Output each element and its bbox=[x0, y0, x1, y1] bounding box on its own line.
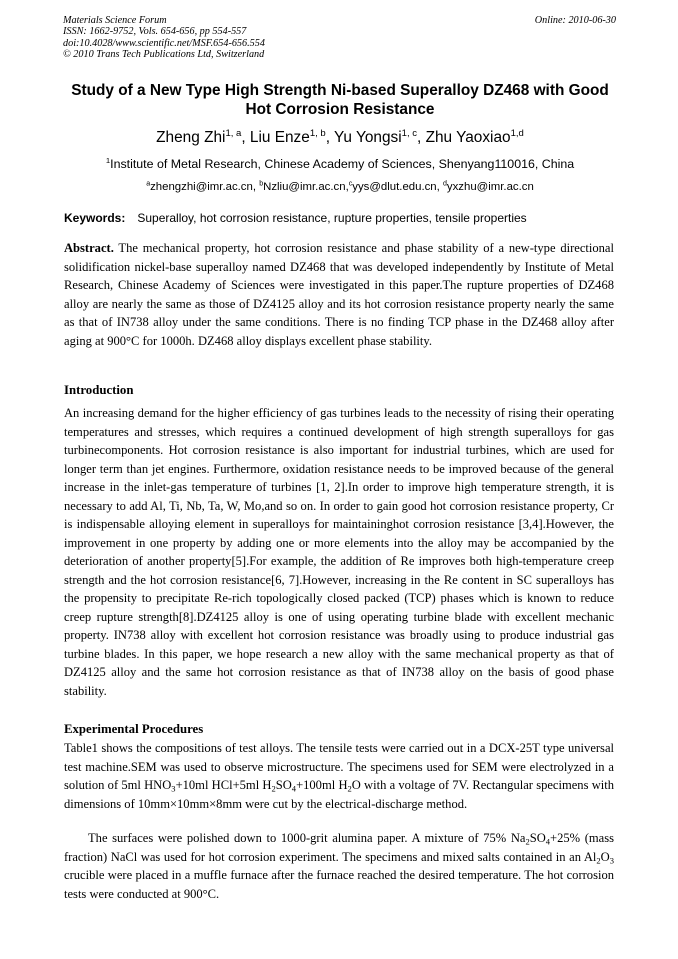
introduction-heading: Introduction bbox=[64, 383, 134, 397]
doi-line: doi:10.4028/www.scientific.net/MSF.654-656.554 bbox=[63, 37, 265, 49]
affiliation-text: Institute of Metal Research, Chinese Academy of Sciences, Shenyang110016, China bbox=[110, 157, 575, 171]
author-name: Zheng Zhi bbox=[156, 129, 226, 146]
text-run: O bbox=[600, 849, 610, 864]
keywords-text: Superalloy, hot corrosion resistance, rupture properties, tensile properties bbox=[137, 211, 527, 225]
author-affil-mark: 1, c bbox=[401, 128, 418, 140]
text-run: crucible were placed in a muffle furnace after the furnace reached the desired temperature. The hot corrosion tests were conducted at 900°C. bbox=[64, 868, 614, 901]
affiliation-mark: 1 bbox=[105, 156, 111, 166]
journal-header bbox=[63, 15, 616, 61]
text-run: +25% (mass fraction) NaCl was used for hot corrosion experiment. The specimens and mixed salts contained in an Al bbox=[64, 831, 615, 864]
text-run: +100ml H bbox=[296, 778, 348, 792]
email-mark: b bbox=[259, 180, 264, 188]
author-affil-mark: 1, b bbox=[309, 128, 326, 140]
email-mark: a bbox=[146, 180, 151, 188]
experimental-paragraph-2 bbox=[64, 829, 614, 903]
experimental-paragraph-1 bbox=[64, 739, 614, 813]
journal-name: Materials Science Forum bbox=[63, 15, 167, 26]
text-run: Table1 shows the compositions of test alloys. The tensile tests were carried out in a DCX-25T type universal test machine.SEM was used to observe microstructure. The specimens used for SEM were electrolyzed in a solution of 5ml HNO bbox=[64, 741, 614, 792]
subscript: 4 bbox=[545, 836, 551, 847]
subscript: 2 bbox=[525, 836, 530, 847]
email-list bbox=[64, 180, 616, 195]
subscript: 4 bbox=[291, 783, 297, 794]
text-run: O with a voltage of 7V. Rectangular specimens with dimensions of 10mm×10mm×8mm were cut by the electrical-discharge method. bbox=[64, 778, 615, 811]
experimental-heading: Experimental Procedures bbox=[64, 722, 204, 736]
email-mark: d bbox=[442, 180, 447, 188]
email-link[interactable]: zhengzhi@imr.ac.cn, bbox=[150, 181, 257, 193]
author-affil-mark: 1,d bbox=[510, 128, 524, 140]
subscript: 3 bbox=[171, 783, 176, 794]
affiliation bbox=[64, 156, 616, 172]
abstract-paragraph bbox=[64, 239, 614, 350]
author-name: Liu Enze bbox=[249, 129, 310, 146]
author-affil-mark: 1, a bbox=[225, 128, 242, 140]
text-run: SO bbox=[529, 831, 546, 845]
keywords-label: Keywords: bbox=[64, 211, 126, 225]
author-name: Yu Yongsi bbox=[334, 129, 402, 146]
email-link[interactable]: yys@dlut.edu.cn, bbox=[352, 181, 440, 193]
paper-title: Study of a New Type High Strength Ni-based Superalloy DZ468 with Good Hot Corrosion Resistance bbox=[71, 82, 609, 118]
keywords-line bbox=[64, 210, 624, 226]
text-run: The surfaces were polished down to 1000-grit alumina paper. A mixture of 75% Na bbox=[88, 831, 526, 845]
online-date: Online: 2010-06-30 bbox=[534, 15, 616, 26]
issn-line: ISSN: 1662-9752, Vols. 654-656, pp 554-557 bbox=[63, 26, 247, 38]
abstract-label: Abstract. bbox=[64, 241, 114, 255]
subscript: 2 bbox=[347, 783, 352, 794]
subscript: 3 bbox=[609, 855, 614, 866]
text-run: +10ml HCl+5ml H bbox=[175, 778, 272, 792]
introduction-paragraph: An increasing demand for the higher efficiency of gas turbines leads to the necessity of rising their operating temperatures and stresses, which requires a continued development of high strength superalloys for gas turbinecomponents. Hot corrosion resistance is also important for industrial turbines, which are used for longer term than jet engines. Furthermore, oxidation resistance needs to be improved because of the general increase in the inlet-gas temperature of turbines [1, 2].In order to improve high temperature strength, it is necessary to add Al, Ti, Nb, Ta, W, Mo,and so on. In order to gain good hot corrosion resistance property, Cr is indispensable alloying element in superalloys for maintaininghot corrosion resistance [3,4].However, the improvement in one property by adding one or more elements into the alloy may be accompanied by the deterioration of another property[5].For example, the addition of Re improves both high-temperature creep strength and the hot corrosion resistance[6, 7].However, increasing in the Re content in SC superalloys has the propensity to precipitate Re-rich topologically closed packed (TCP) phases which is known to reduce creep rupture strength[8].DZ4125 alloy is one of using operating turbine blade with excellent mechanic property. IN738 alloy with excellent hot corrosion resistance was broadly using to produce industrial gas turbine blades. In this paper, we hope research a new alloy with the same mechanical property as that of DZ4125 alloy and the same hot corrosion resistance as that of IN738 alloy on the basis of good phase stability. bbox=[64, 406, 614, 698]
subscript: 2 bbox=[596, 855, 601, 866]
subscript: 2 bbox=[271, 783, 276, 794]
author-list: Zheng Zhi$^{1, a}$, Liu Enze$^{1, b}$, Yu Yongsi$^{1, c}$, Zhu Yaoxiao$^{1,d}$ bbox=[156, 128, 524, 146]
email-mark: c bbox=[348, 180, 353, 188]
text-run: SO bbox=[275, 778, 292, 792]
author-name: Zhu Yaoxiao bbox=[425, 129, 511, 146]
abstract-text: The mechanical property, hot corrosion resistance and phase stability of a new-type directional solidification nickel-base superalloy named DZ468 that was developed independently by Institute of Metal Research, Chinese Academy of Sciences were investigated in this paper.The rupture properties of DZ468 alloy are nearly the same as those of DZ4125 alloy and its hot corrosion resistance property nearly the same as that of IN738 alloy under the same conditions. There is no finding TCP phase in the DZ468 alloy after aging at 900°C for 1000h. DZ468 alloy displays excellent phase stability. bbox=[64, 241, 614, 348]
email-link[interactable]: yxzhu@imr.ac.cn bbox=[446, 181, 534, 193]
copyright-line: © 2010 Trans Tech Publications Ltd, Switzerland bbox=[63, 49, 265, 61]
email-link[interactable]: Nzliu@imr.ac.cn, bbox=[263, 181, 349, 193]
